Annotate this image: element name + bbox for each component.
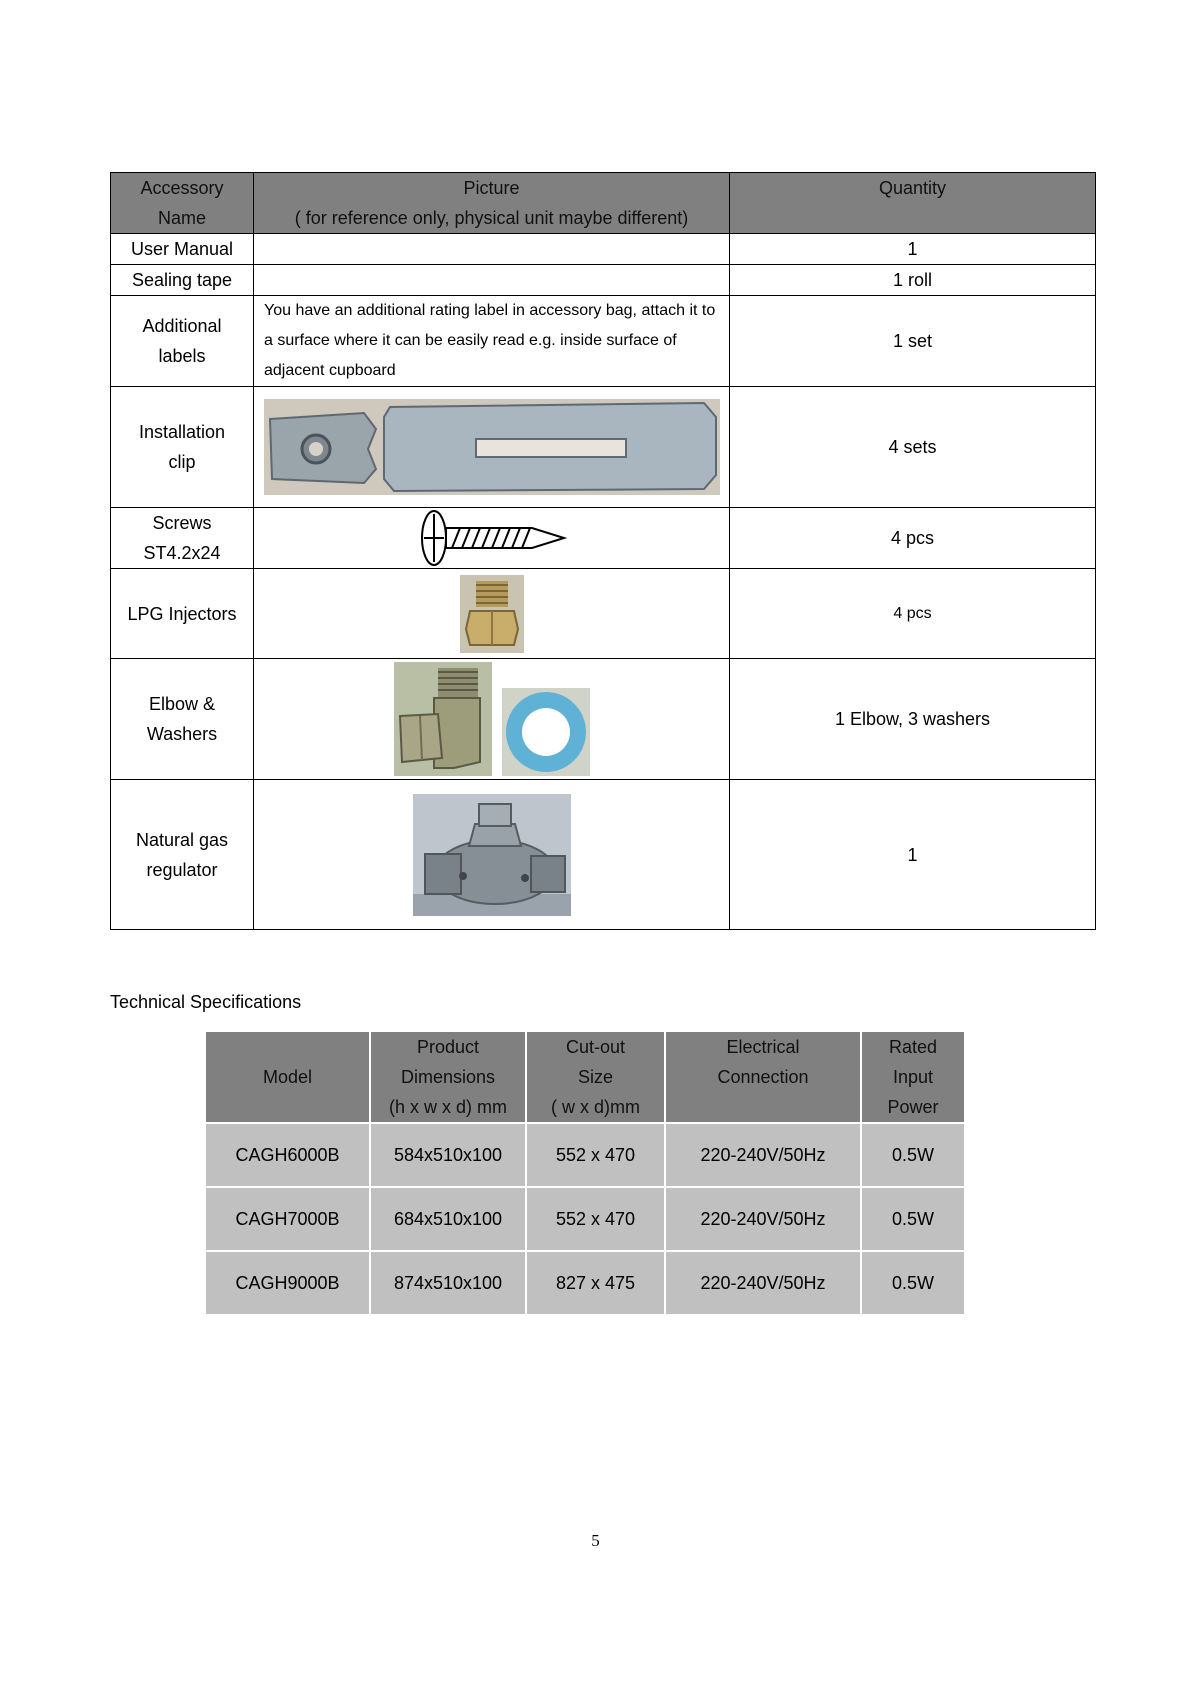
spec-section-title: Technical Specifications: [110, 992, 302, 1012]
spec-electrical: 220-240V/50Hz: [666, 1188, 862, 1252]
table-row: [206, 1124, 964, 1188]
spec-power: 0.5W: [862, 1252, 964, 1314]
table-row: [111, 659, 1096, 780]
table-row: [111, 265, 1096, 296]
accessory-quantity: 1: [730, 234, 1096, 265]
accessory-name: User Manual: [111, 234, 254, 265]
accessory-picture: [254, 508, 730, 569]
table-row: [111, 508, 1096, 569]
accessory-quantity: 4 pcs: [730, 508, 1096, 569]
header-accessory-name: Accessory Name: [111, 173, 254, 234]
installation-clip-photo: [264, 399, 720, 495]
accessory-quantity: 4 sets: [730, 387, 1096, 508]
spec-cutout: 552 x 470: [527, 1188, 666, 1252]
spec-model: CAGH9000B: [206, 1252, 371, 1314]
accessory-name: LPG Injectors: [111, 569, 254, 659]
accessory-name: Elbow & Washers: [111, 659, 254, 780]
accessory-picture-note: You have an additional rating label in accessory bag, attach it to a surface where it can be easily read e.g. inside surface of adjacent cupboard: [254, 296, 730, 387]
washer-photo: [502, 688, 590, 776]
spec-header-cutout: Cut-out Size ( w x d)mm: [527, 1032, 666, 1124]
accessory-name: Natural gas regulator: [111, 780, 254, 930]
spec-power: 0.5W: [862, 1188, 964, 1252]
accessory-table: [110, 172, 1096, 930]
header-quantity: Quantity: [730, 173, 1096, 234]
accessory-picture: [254, 265, 730, 296]
table-row: [206, 1188, 964, 1252]
page-number: 5: [591, 1531, 600, 1550]
accessory-name: Additional labels: [111, 296, 254, 387]
spec-dimensions: 874x510x100: [371, 1252, 527, 1314]
spec-header-dimensions: Product Dimensions (h x w x d) mm: [371, 1032, 527, 1124]
accessory-picture: [254, 569, 730, 659]
accessory-quantity: 1 set: [730, 296, 1096, 387]
regulator-photo: [413, 794, 571, 916]
accessory-quantity: 1: [730, 780, 1096, 930]
spec-table: [206, 1032, 964, 1314]
spec-dimensions: 584x510x100: [371, 1124, 527, 1188]
accessory-header-row: [111, 173, 1096, 234]
header-picture: Picture ( for reference only, physical unit maybe different): [254, 173, 730, 234]
spec-model: CAGH7000B: [206, 1188, 371, 1252]
screw-drawing: [412, 508, 572, 568]
spec-cutout: 552 x 470: [527, 1124, 666, 1188]
accessory-picture: [254, 659, 730, 780]
spec-power: 0.5W: [862, 1124, 964, 1188]
accessory-quantity: 1 roll: [730, 265, 1096, 296]
table-row: [111, 296, 1096, 387]
accessory-picture: [254, 780, 730, 930]
table-row: [111, 569, 1096, 659]
table-row: [111, 780, 1096, 930]
spec-electrical: 220-240V/50Hz: [666, 1124, 862, 1188]
accessory-name: Screws ST4.2x24: [111, 508, 254, 569]
table-row: [206, 1252, 964, 1314]
spec-header-model: Model: [206, 1032, 371, 1124]
injector-photo: [460, 575, 524, 653]
spec-header-row: [206, 1032, 964, 1124]
accessory-picture: [254, 234, 730, 265]
spec-model: CAGH6000B: [206, 1124, 371, 1188]
spec-cutout: 827 x 475: [527, 1252, 666, 1314]
spec-electrical: 220-240V/50Hz: [666, 1252, 862, 1314]
table-row: [111, 234, 1096, 265]
accessory-name: Sealing tape: [111, 265, 254, 296]
spec-dimensions: 684x510x100: [371, 1188, 527, 1252]
table-row: [111, 387, 1096, 508]
accessory-quantity: 1 Elbow, 3 washers: [730, 659, 1096, 780]
accessory-picture: [254, 387, 730, 508]
accessory-name: Installation clip: [111, 387, 254, 508]
spec-header-electrical: Electrical Connection: [666, 1032, 862, 1124]
accessory-quantity: 4 pcs: [730, 569, 1096, 659]
elbow-photo: [394, 662, 492, 776]
spec-header-power: Rated Input Power: [862, 1032, 964, 1124]
